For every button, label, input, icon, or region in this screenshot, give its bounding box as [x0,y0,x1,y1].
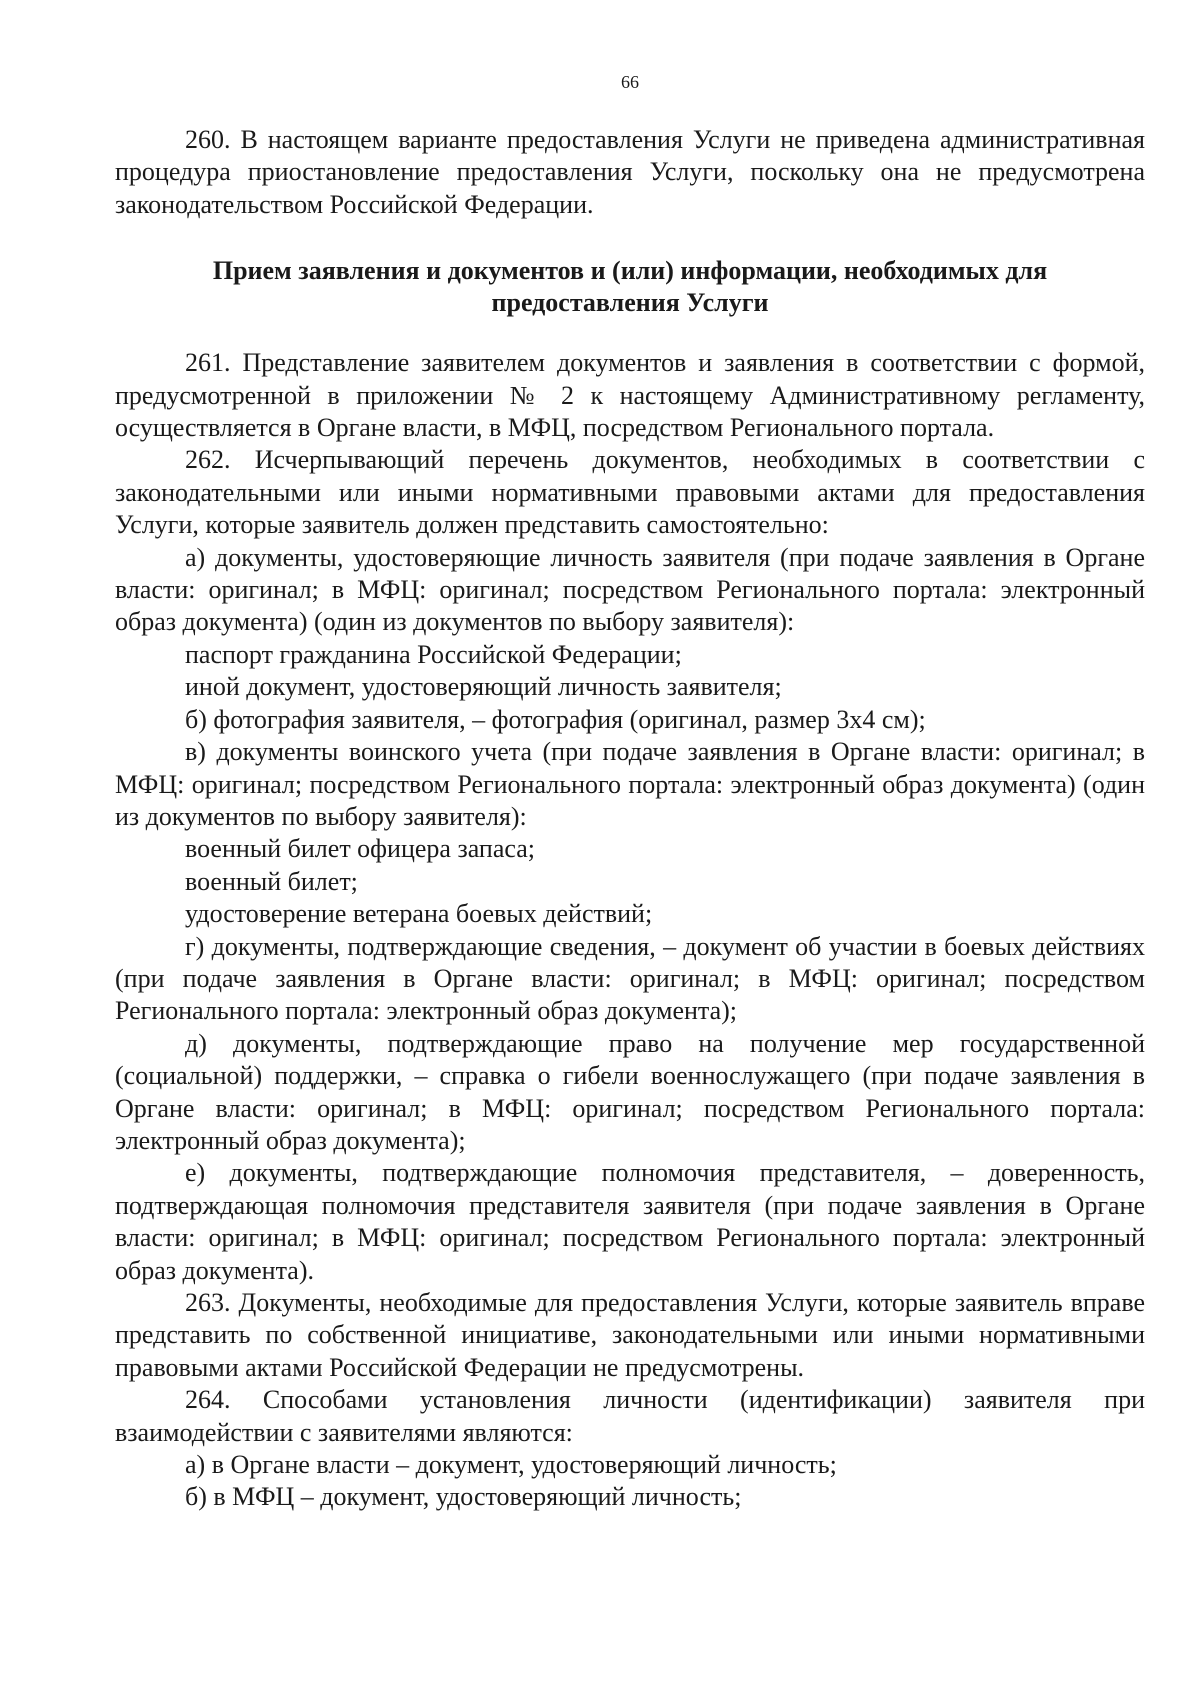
list-item-a: а) документы, удостоверяющие личность заявителя (при подаче заявления в Органе власти: оригинал; в МФЦ: оригинал; посредством Регионального портала: электронный образ документа) (один из документов по выбору заявителя): [115,542,1145,637]
list-subitem: военный билет; [185,866,358,896]
list-subitem: военный билет офицера запаса; [185,834,535,864]
list-subitem: удостоверение ветерана боевых действий; [185,899,653,929]
section-heading-line-2: предоставления Услуги [491,288,769,318]
list-item-v: в) документы воинского учета (при подаче заявления в Органе власти: оригинал; в МФЦ: оригинал; посредством Регионального портала: электронный образ документа) (один из документов по выбору заявителя): [115,737,1145,831]
list-item-d: д) документы, подтверждающие право на получение мер государственной (социальной) поддержки, – справка о гибели военнослужащего (при подаче заявления в Органе власти: оригинал; в МФЦ: оригинал; посредством Регионального портала: электронный образ документа); [115,1028,1145,1155]
document-page [115,72,1145,1514]
paragraph-262: 262. Исчерпывающий перечень документов, необходимых в соответствии с законодательными или иными нормативными правовыми актами для предоставления Услуги, которые заявитель должен представить самостоятельно: [115,445,1145,540]
list-subitem: паспорт гражданина Российской Федерации; [185,639,682,669]
section-heading [115,255,1145,319]
paragraph-261: 261. Представление заявителем документов и заявления в соответствии с формой, предусмотренной в приложении № 2 к настоящему Административному регламенту, осуществляется в Органе власти, в МФЦ, посредством Регионального портала. [115,348,1145,443]
page-number: 66 [621,72,639,92]
list-subitem: иной документ, удостоверяющий личность заявителя; [185,672,782,702]
paragraph-263: 263. Документы, необходимые для предоставления Услуги, которые заявитель вправе представить по собственной инициативе, законодательными или иными нормативными правовыми актами Российской Федерации не предусмотрены. [115,1288,1145,1382]
list-item-a: а) в Органе власти – документ, удостоверяющий личность; [185,1450,837,1480]
section-heading-line-1: Прием заявления и документов и (или) информации, необходимых для [212,256,1048,286]
paragraph-264: 264. Способами установления личности (идентификации) заявителя при взаимодействии с заявителями являются: [115,1385,1145,1447]
list-item-e: е) документы, подтверждающие полномочия представителя, – доверенность, подтверждающая полномочия представителя заявителя (при подаче заявления в Органе власти: оригинал; в МФЦ: оригинал; посредством Регионального портала: электронный образ документа). [115,1158,1145,1285]
paragraph-260: 260. В настоящем варианте предоставления Услуги не приведена административная процедура приостановление предоставления Услуги, поскольку она не предусмотрена законодательством Российской Федерации. [115,125,1145,219]
list-item-g: г) документы, подтверждающие сведения, – документ об участии в боевых действиях (при подаче заявления в Органе власти: оригинал; в МФЦ: оригинал; посредством Регионального портала: электронный образ документа); [115,931,1145,1026]
list-item-b: б) в МФЦ – документ, удостоверяющий личность; [185,1482,742,1512]
list-item-b: б) фотография заявителя, – фотография (оригинал, размер 3х4 см); [185,704,926,734]
